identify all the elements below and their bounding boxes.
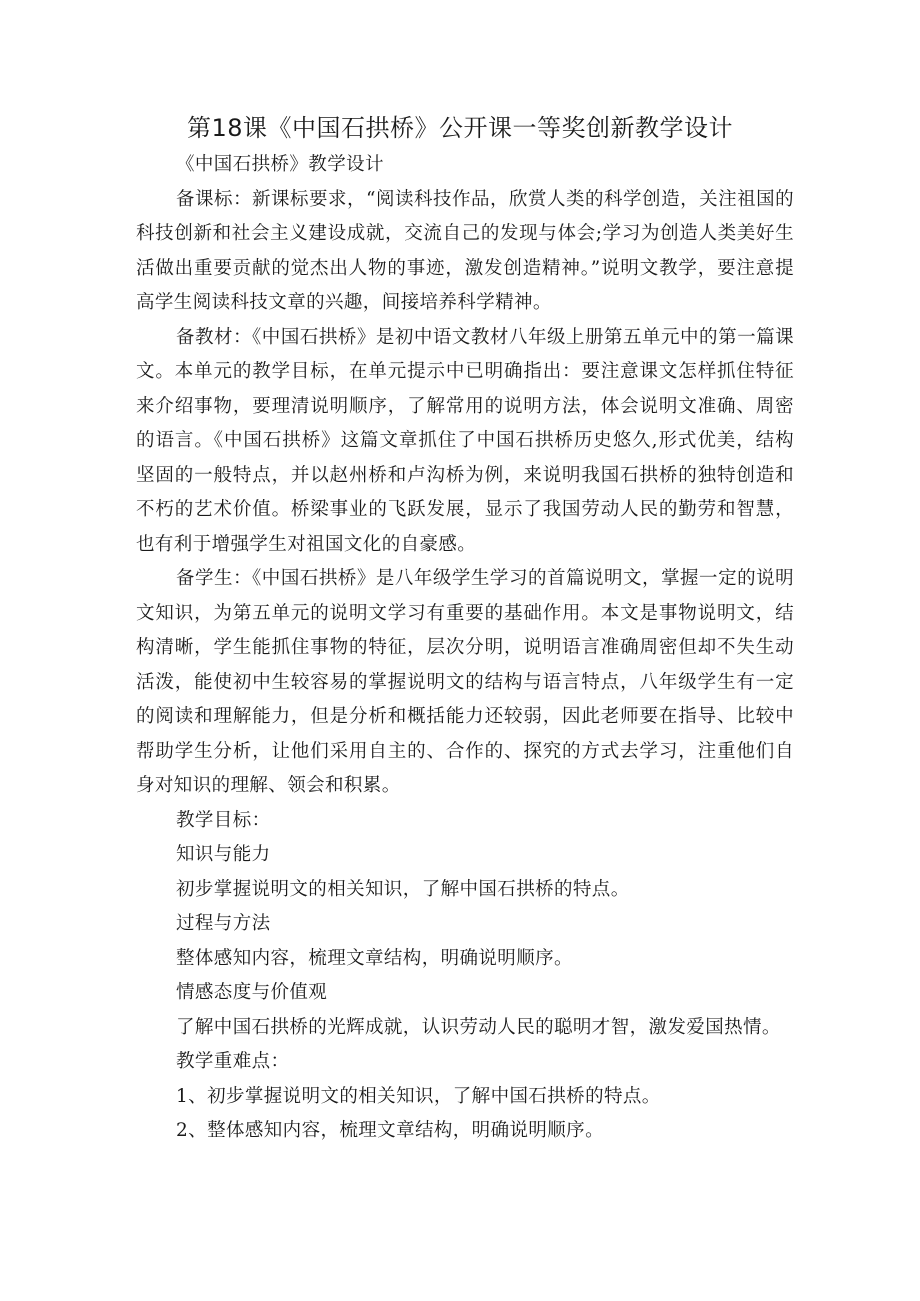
paragraph-students: 备学生：《中国石拱桥》是八年级学生学习的首篇说明文，掌握一定的说明文知识，为第五单元的说明文学习有重要的基础作用。本文是事物说明文，结构清晰，学生能抓住事物的特征，层次分明，说明语言准确周密但却不失生动活泼，能使初中生较容易的掌握说明文的结构与语言特点，八年级学生有一定的阅读和理解能力，但是分析和概括能力还较弱，因此老师要在指导、比较中帮助学生分析，让他们采用自主的、合作的、探究的方式去学习，注重他们自身对知识的理解、领会和积累。 bbox=[136, 568, 794, 796]
goal-1-heading: 知识与能力 bbox=[176, 844, 271, 865]
goal-2-text: 整体感知内容，梳理文章结构，明确说明顺序。 bbox=[176, 947, 573, 969]
key-points-heading: 教学重难点： bbox=[176, 1051, 290, 1072]
paragraph-curriculum: 备课标：新课标要求，“阅读科技作品，欣赏人类的科学创造，关注祖国的科技创新和社会主义建设成就，交流自己的发现与体会;学习为创造人类美好生活做出重要贡献的觉杰出人物的事迹，激发创造精神。”说明文教学，要注意提高学生阅读科技文章的兴趣，间接培养科学精神。 bbox=[136, 188, 794, 313]
goal-3-text: 了解中国石拱桥的光辉成就，认识劳动人民的聪明才智，激发爱国热情。 bbox=[176, 1016, 781, 1038]
key-point-item: 2、整体感知内容，梳理文章结构，明确说明顺序。 bbox=[176, 1120, 604, 1141]
document-title: 第18课《中国石拱桥》公开课一等奖创新教学设计 bbox=[186, 114, 734, 142]
document-subtitle: 《中国石拱桥》教学设计 bbox=[176, 154, 384, 175]
goals-heading: 教学目标： bbox=[176, 809, 271, 831]
paragraph-textbook: 备教材：《中国石拱桥》是初中语文教材八年级上册第五单元中的第一篇课文。本单元的教学目标，在单元提示中已明确指出：要注意课文怎样抓住特征来介绍事物，要理清说明顺序，了解常用的说明方法，体会说明文准确、周密的语言。《中国石拱桥》这篇文章抓住了中国石拱桥历史悠久,形式优美，结构坚固的一般特点，并以赵州桥和卢沟桥为例，来说明我国石拱桥的独特创造和不朽的艺术价值。桥梁事业的飞跃发展，显示了我国劳动人民的勤劳和智慧，也有利于增强学生对祖国文化的自豪感。 bbox=[136, 326, 794, 555]
goal-1-text: 初步掌握说明文的相关知识，了解中国石拱桥的特点。 bbox=[176, 878, 630, 900]
key-point-item: 1、初步掌握说明文的相关知识，了解中国石拱桥的特点。 bbox=[176, 1085, 661, 1107]
goal-3-heading: 情感态度与价值观 bbox=[176, 982, 328, 1003]
goal-2-heading: 过程与方法 bbox=[176, 913, 271, 934]
document-body bbox=[136, 148, 794, 1149]
